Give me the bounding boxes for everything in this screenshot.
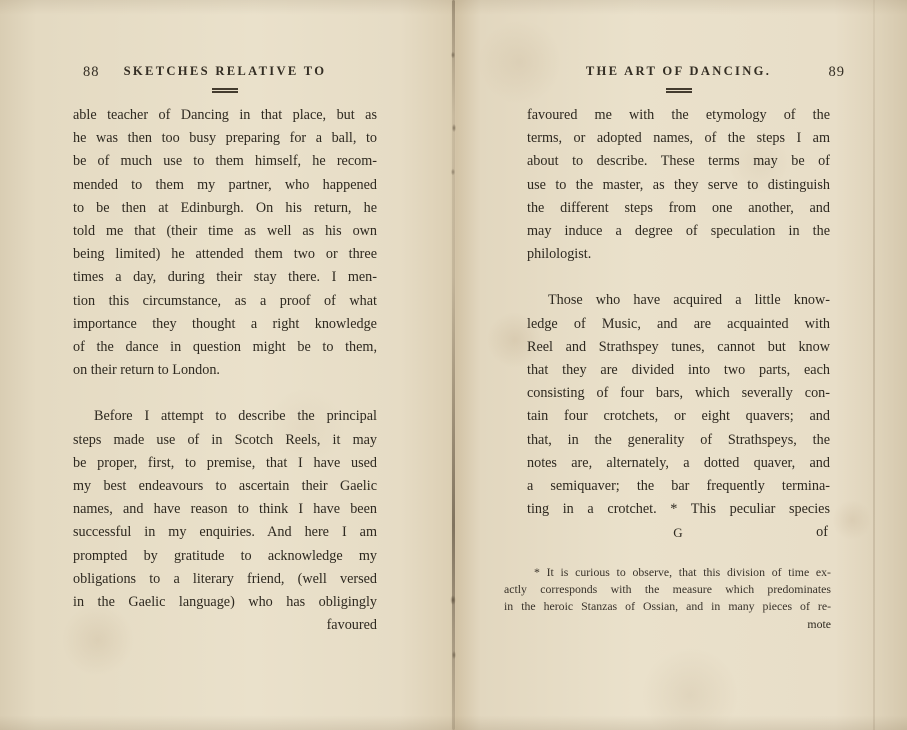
- right-page-body: [527, 104, 830, 521]
- text-line: notes are, alternately, a dotted quaver, and: [527, 454, 830, 471]
- text-line: obligations to a literary friend, (well versed: [73, 570, 377, 587]
- text-line: that they are divided into two parts, each: [527, 362, 830, 379]
- text-line: favoured me with the etymology of the: [527, 107, 830, 123]
- text-line: being limited) he attended them two or three: [73, 246, 377, 263]
- footnote-line: * It is curious to observe, that this division of time ex-: [534, 564, 831, 579]
- right-running-header: THE ART OF DANCING.: [585, 64, 772, 78]
- text-line: on their return to London.: [73, 362, 220, 379]
- right-page-number: 89: [828, 64, 845, 80]
- text-line: in the Gaelic language) who has obligingly: [73, 594, 377, 611]
- text-line: he was then too busy preparing for a ball, to: [73, 130, 377, 147]
- left-page-header: [73, 64, 377, 84]
- text-line: names, and have reason to think I have been: [73, 501, 377, 518]
- text-line: be of much use to them himself, he recom-: [73, 153, 377, 170]
- text-line: may induce a degree of speculation in the: [527, 223, 830, 240]
- right-catchword: of: [816, 524, 828, 541]
- left-page: [73, 64, 377, 637]
- right-page-header: [527, 64, 845, 84]
- page-edge-crease: [873, 0, 875, 730]
- text-line: that, in the generality of Strathspeys, the: [527, 431, 830, 448]
- left-catchword: favoured: [326, 617, 377, 634]
- text-line: philologist.: [527, 246, 592, 263]
- text-line: importance they thought a right knowledge: [73, 315, 377, 332]
- signature-line: [527, 521, 830, 544]
- paragraph: [527, 289, 830, 521]
- footnote: [504, 564, 831, 634]
- left-page-body: [73, 104, 377, 614]
- text-line: told me that (their time as well as his own: [73, 223, 377, 240]
- text-line: tion this circumstance, as a proof of what: [73, 292, 377, 309]
- text-line: mended to them my partner, who happened: [73, 176, 377, 193]
- left-header-rule: [212, 88, 238, 93]
- text-line: ting in a crotchet. * This peculiar species: [527, 501, 830, 518]
- text-line: able teacher of Dancing in that place, but as: [73, 107, 377, 123]
- text-line: ledge of Music, and are acquainted with: [527, 315, 830, 332]
- text-line: consisting of four bars, which severally con-: [527, 385, 830, 402]
- paragraph: [73, 104, 377, 382]
- text-line: Reel and Strathspey tunes, cannot but know: [527, 338, 830, 355]
- text-line: to be then at Edinburgh. On his return, he: [73, 199, 377, 216]
- text-line: be proper, first, to premise, that I have used: [73, 454, 377, 471]
- text-line: the different steps from one another, and: [527, 199, 830, 216]
- text-line: of the dance in question might be to them,: [73, 339, 377, 356]
- footnote-line: in the heroic Stanzas of Ossian, and in many pieces of re-: [504, 599, 831, 614]
- right-header-rule: [666, 88, 692, 93]
- binding-stitches: [450, 0, 457, 730]
- text-line: Those who have acquired a little know-: [548, 292, 830, 309]
- paragraph: [73, 405, 377, 614]
- text-line: my best endeavours to ascertain their Gaelic: [73, 478, 377, 495]
- footnote-line: actly corresponds with the measure which predominates: [504, 582, 831, 597]
- footnote-lines: [504, 564, 831, 616]
- paragraph: [527, 104, 830, 266]
- text-line: successful in my enquiries. And here I am: [73, 524, 377, 541]
- text-line: use to the master, as they serve to distinguish: [527, 176, 830, 193]
- left-page-number: 88: [83, 64, 100, 80]
- text-line: a semiquaver; the bar frequently termina-: [527, 478, 830, 495]
- left-running-header: SKETCHES RELATIVE TO: [123, 64, 327, 78]
- text-line: times a day, during their stay there. I men-: [73, 269, 377, 286]
- text-line: about to describe. These terms may be of: [527, 153, 830, 170]
- text-line: Before I attempt to describe the principal: [94, 408, 377, 425]
- footnote-catchword: mote: [807, 616, 831, 631]
- text-line: prompted by gratitude to acknowledge my: [73, 547, 377, 564]
- text-line: steps made use of in Scotch Reels, it may: [73, 431, 377, 448]
- right-page: [504, 64, 845, 633]
- signature-mark: G: [673, 525, 684, 541]
- text-line: terms, or adopted names, of the steps I am: [527, 130, 830, 147]
- text-line: tain four crotchets, or eight quavers; and: [527, 408, 830, 425]
